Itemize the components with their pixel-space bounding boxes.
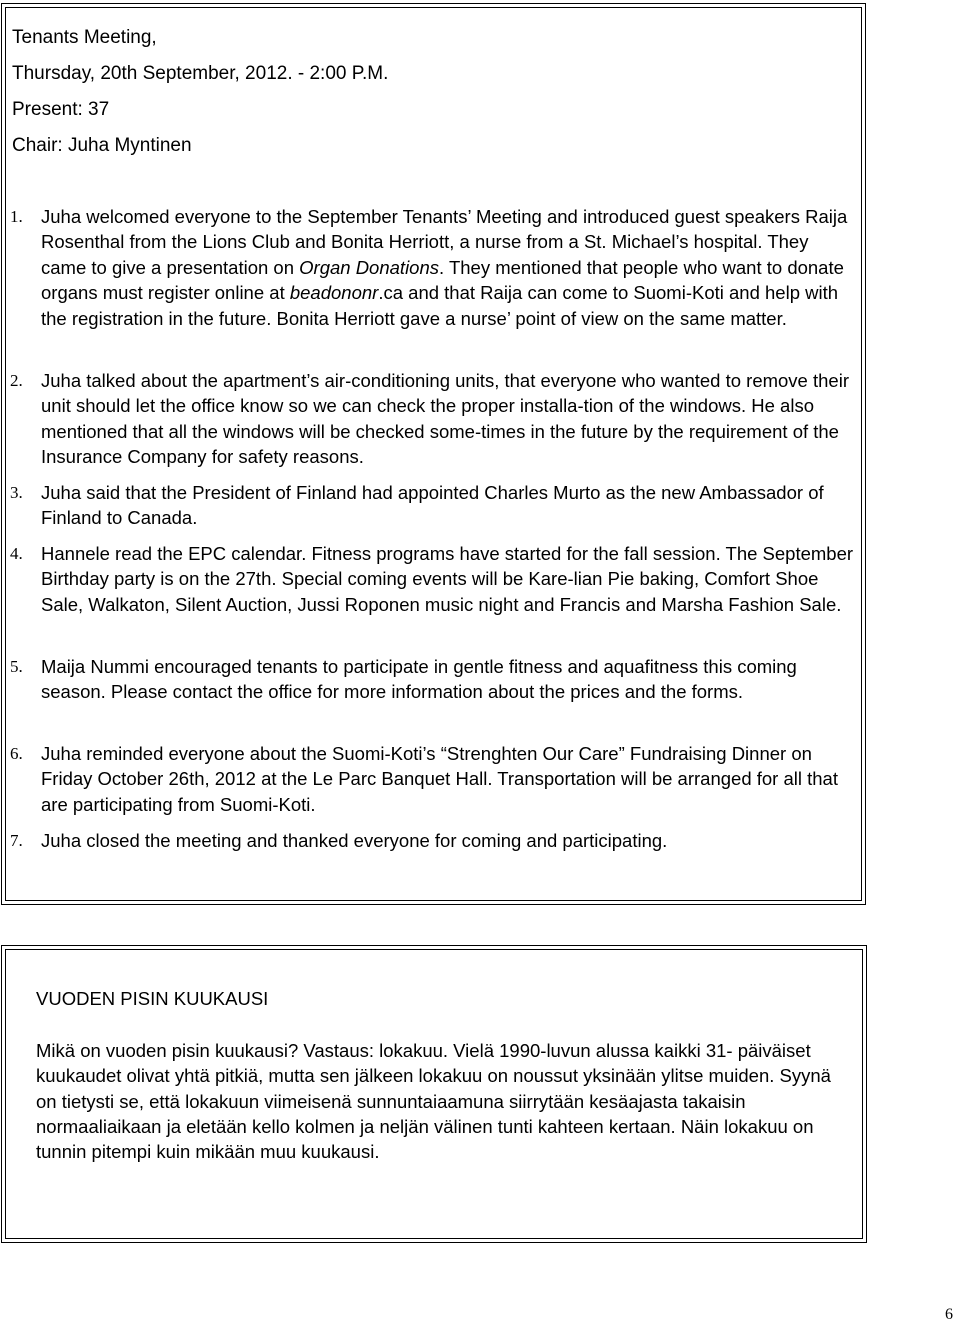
page-number: 6	[945, 1306, 953, 1323]
item-text: Hannele read the EPC calendar. Fitness programs have started for the fall session. The September Birthday party is on the 27th. Special coming events will be Kare-lian Pie baking, Comfort Shoe Sale, Walkaton, Silent Auction, Jussi Roponen music night and Francis and Marsha Fashion Sale.	[41, 543, 854, 615]
attendance: Present: 37	[12, 99, 110, 120]
item-text-emphasis: beadononr	[289, 282, 379, 304]
minutes-item-7	[10, 828, 855, 853]
minutes-item-3	[10, 480, 855, 531]
item-text: Juha reminded everyone about the Suomi-Koti’s “Strenghten Our Care” Fundraising Dinner on Friday October 26th, 2012 at the Le Parc Banquet Hall. Transportation will be arranged for all that are participating from Suomi-Koti.	[41, 743, 838, 815]
minutes-item-5	[10, 654, 855, 705]
item-text-part: .ca and that Raija can come to Suomi-Koti and help with the registration in the future. Bonita Herriott gave a nurse’ point of view on the same matter.	[41, 282, 839, 329]
vuoden-title: VUODEN PISIN KUUKAUSI	[36, 988, 269, 1009]
item-number: 6.	[10, 744, 23, 763]
minutes-item-4	[10, 541, 855, 617]
item-text-emphasis: Organ Donations	[299, 256, 440, 278]
item-number: 1.	[10, 207, 23, 226]
item-text: Maija Nummi encouraged tenants to participate in gentle fitness and aquafitness this coming season. Please contact the office for more information about the prices and the forms.	[41, 656, 797, 703]
item-number: 2.	[10, 371, 23, 390]
item-text-part: Juha welcomed everyone to the September Tenants’ Meeting and introduced guest speakers Raija Rosenthal from the Lions Club and Bonita Herriott, a nurse from a St. Michael’s hospital. They came to give a presentation on	[41, 206, 848, 278]
chair: Chair: Juha Myntinen	[12, 135, 192, 156]
item-text: Juha closed the meeting and thanked everyone for coming and participating.	[41, 830, 668, 851]
meeting-date: Thursday, 20th September, 2012. - 2:00 P.M.	[12, 63, 389, 84]
item-number: 3.	[10, 483, 23, 502]
meeting-title: Tenants Meeting,	[12, 27, 157, 48]
item-number: 7.	[10, 831, 23, 850]
minutes-item-1	[10, 204, 855, 331]
item-text: Juha talked about the apartment’s air-conditioning units, that everyone who wanted to remove their unit should let the office know so we can check the proper installa-tion of the windows. He also mentioned that all the windows will be checked some-times in the future by the requirement of the Insurance Company for safety reasons.	[41, 370, 849, 468]
item-text: Juha said that the President of Finland had appointed Charles Murto as the new Ambassador of Finland to Canada.	[41, 482, 824, 529]
vuoden-body: Mikä on vuoden pisin kuukausi? Vastaus: lokakuu. Vielä 1990-luvun alussa kaikki 31- päiväiset kuukaudet olivat yhtä pitkiä, mutta sen jälkeen lokakuu on noussut yksinään ylitse muiden. Syynä on tietysti se, että lokakuun viimeisenä sunnuntaiaamuna siirrytään kesäajasta takaisin normaaliaikaan ja eletään kello kolmen ja neljän välinen tunti kahteen kertaan. Näin lokakuu on tunnin pitempi kuin mikään muu kuukausi.	[36, 1040, 831, 1163]
item-text-part: . They mentioned that people who want to donate organs must register online at	[41, 256, 844, 304]
item-number: 5.	[10, 657, 23, 676]
item-number: 4.	[10, 544, 23, 563]
minutes-item-2	[10, 368, 855, 470]
minutes-item-6	[10, 741, 855, 817]
item-text	[41, 204, 855, 331]
